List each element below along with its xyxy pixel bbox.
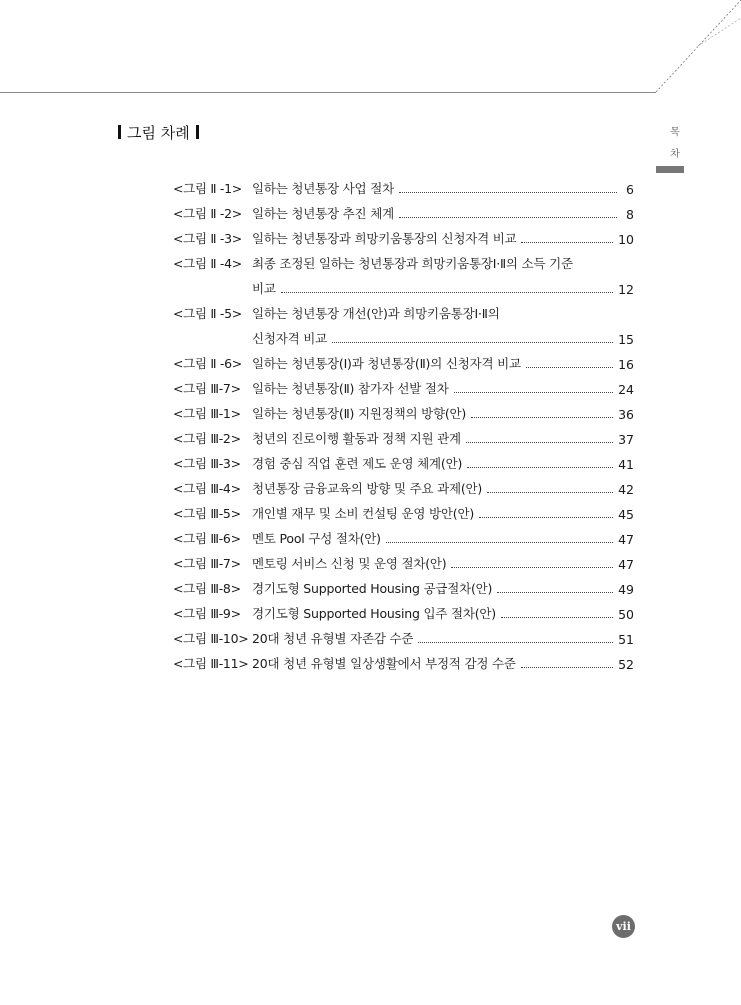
- toc-entry-continuation[interactable]: [173, 322, 634, 347]
- figure-title: 경험 중심 직업 훈련 제도 운영 체계(안): [252, 456, 463, 471]
- page-number: vii: [616, 920, 631, 933]
- toc-entry[interactable]: [173, 472, 634, 497]
- page-ref: 51: [618, 632, 634, 647]
- figure-number: <그림 Ⅱ -1>: [173, 181, 242, 196]
- figure-number: <그림 Ⅱ -4>: [173, 256, 242, 271]
- figure-number: <그림 Ⅲ-7>: [173, 381, 241, 396]
- title-bar-left: [118, 125, 121, 139]
- dot-leader: [521, 667, 613, 668]
- figure-number: <그림 Ⅲ-9>: [173, 606, 241, 621]
- page-ref: 42: [618, 482, 634, 497]
- page-number-badge: [612, 915, 635, 938]
- dot-leader: [399, 192, 617, 193]
- dot-leader: [497, 592, 613, 593]
- toc-entry[interactable]: [173, 622, 634, 647]
- toc-entry-continuation[interactable]: [173, 272, 634, 297]
- toc-entry[interactable]: [173, 297, 634, 322]
- figure-title: 20대 청년 유형별 자존감 수준: [252, 631, 414, 646]
- dot-leader: [467, 467, 613, 468]
- title-bar-right: [196, 125, 199, 139]
- section-title: [118, 122, 199, 142]
- figure-list: [173, 172, 634, 672]
- figure-title: 최종 조정된 일하는 청년통장과 희망키움통장Ⅰ·Ⅱ의 소득 기준: [252, 256, 573, 271]
- figure-title: 경기도형 Supported Housing 공급절차(안): [252, 581, 493, 596]
- toc-entry[interactable]: [173, 422, 634, 447]
- dot-leader: [386, 542, 613, 543]
- toc-entry[interactable]: [173, 647, 634, 672]
- toc-entry[interactable]: [173, 597, 634, 622]
- page-ref: 45: [618, 507, 634, 522]
- side-tab-marker: [656, 166, 684, 173]
- toc-entry[interactable]: [173, 547, 634, 572]
- side-tab: [664, 122, 686, 166]
- figure-number: <그림 Ⅱ -6>: [173, 356, 242, 371]
- dot-leader: [479, 517, 613, 518]
- section-title-text: 그림 차례: [127, 123, 190, 142]
- dot-leader: [471, 417, 613, 418]
- figure-title: 일하는 청년통장과 희망키움통장의 신청자격 비교: [252, 231, 517, 246]
- page-ref: 50: [618, 607, 634, 622]
- dot-leader: [521, 242, 613, 243]
- figure-title-continued: 비교: [252, 281, 276, 296]
- figure-number: <그림 Ⅲ-2>: [173, 431, 241, 446]
- page-ref: 6: [626, 182, 634, 197]
- toc-entry[interactable]: [173, 172, 634, 197]
- figure-number: <그림 Ⅲ-3>: [173, 456, 241, 471]
- figure-title: 일하는 청년통장 사업 절차: [252, 181, 394, 196]
- dot-leader: [466, 442, 613, 443]
- dot-leader: [281, 292, 613, 293]
- toc-entry[interactable]: [173, 197, 634, 222]
- figure-title: 청년통장 금융교육의 방향 및 주요 과제(안): [252, 481, 483, 496]
- figure-title: 개인별 재무 및 소비 컨설팅 운영 방안(안): [252, 506, 474, 521]
- corner-fold-decoration: [640, 0, 741, 100]
- figure-number: <그림 Ⅱ -2>: [173, 206, 242, 221]
- toc-entry[interactable]: [173, 222, 634, 247]
- toc-entry[interactable]: [173, 347, 634, 372]
- toc-entry[interactable]: [173, 522, 634, 547]
- figure-number: <그림 Ⅲ-11>: [173, 656, 249, 671]
- dot-leader: [501, 617, 613, 618]
- dot-leader: [451, 567, 613, 568]
- figure-title: 20대 청년 유형별 일상생활에서 부정적 감정 수준: [252, 656, 516, 671]
- figure-title: 멘토링 서비스 신청 및 운영 절차(안): [252, 556, 447, 571]
- figure-title: 일하는 청년통장 개선(안)과 희망키움통장Ⅰ·Ⅱ의: [252, 306, 500, 321]
- figure-number: <그림 Ⅲ-5>: [173, 506, 241, 521]
- page-ref: 8: [626, 207, 634, 222]
- page-ref: 16: [618, 357, 634, 372]
- dot-leader: [487, 492, 613, 493]
- dot-leader: [418, 642, 613, 643]
- page-ref: 41: [618, 457, 634, 472]
- figure-number: <그림 Ⅱ -5>: [173, 306, 242, 321]
- figure-title: 경기도형 Supported Housing 입주 절차(안): [252, 606, 496, 621]
- figure-number: <그림 Ⅲ-8>: [173, 581, 241, 596]
- dot-leader: [526, 367, 613, 368]
- figure-title: 일하는 청년통장(Ⅱ) 지원정책의 방향(안): [252, 406, 467, 421]
- dot-leader: [399, 217, 617, 218]
- side-tab-char-2: 차: [670, 149, 680, 160]
- page-ref: 24: [618, 382, 634, 397]
- page-ref: 49: [618, 582, 634, 597]
- page-ref: 47: [618, 532, 634, 547]
- figure-number: <그림 Ⅱ -3>: [173, 231, 242, 246]
- toc-entry[interactable]: [173, 372, 634, 397]
- figure-number: <그림 Ⅲ-6>: [173, 531, 241, 546]
- figure-title: 일하는 청년통장 추진 체계: [252, 206, 394, 221]
- page-ref: 36: [618, 407, 634, 422]
- figure-title: 일하는 청년통장(Ⅰ)과 청년통장(Ⅱ)의 신청자격 비교: [252, 356, 521, 371]
- side-tab-char-1: 목: [670, 127, 680, 138]
- page-ref: 37: [618, 432, 634, 447]
- page-ref: 10: [618, 232, 634, 247]
- header-rule: [0, 92, 656, 93]
- figure-number: <그림 Ⅲ-7>: [173, 556, 241, 571]
- toc-entry[interactable]: [173, 497, 634, 522]
- figure-title: 청년의 진로이행 활동과 정책 지원 관계: [252, 431, 461, 446]
- toc-entry[interactable]: [173, 397, 634, 422]
- figure-number: <그림 Ⅲ-10>: [173, 631, 249, 646]
- figure-number: <그림 Ⅲ-4>: [173, 481, 241, 496]
- figure-title: 멘토 Pool 구성 절차(안): [252, 531, 381, 546]
- page-ref: 15: [618, 332, 634, 347]
- page-ref: 47: [618, 557, 634, 572]
- page-ref: 12: [618, 282, 634, 297]
- figure-number: <그림 Ⅲ-1>: [173, 406, 241, 421]
- dot-leader: [454, 392, 613, 393]
- toc-entry[interactable]: [173, 247, 634, 272]
- page-ref: 52: [618, 657, 634, 672]
- toc-entry[interactable]: [173, 572, 634, 597]
- toc-entry[interactable]: [173, 447, 634, 472]
- figure-title: 일하는 청년통장(Ⅱ) 참가자 선발 절차: [252, 381, 449, 396]
- dot-leader: [332, 342, 613, 343]
- figure-title-continued: 신청자격 비교: [252, 331, 328, 346]
